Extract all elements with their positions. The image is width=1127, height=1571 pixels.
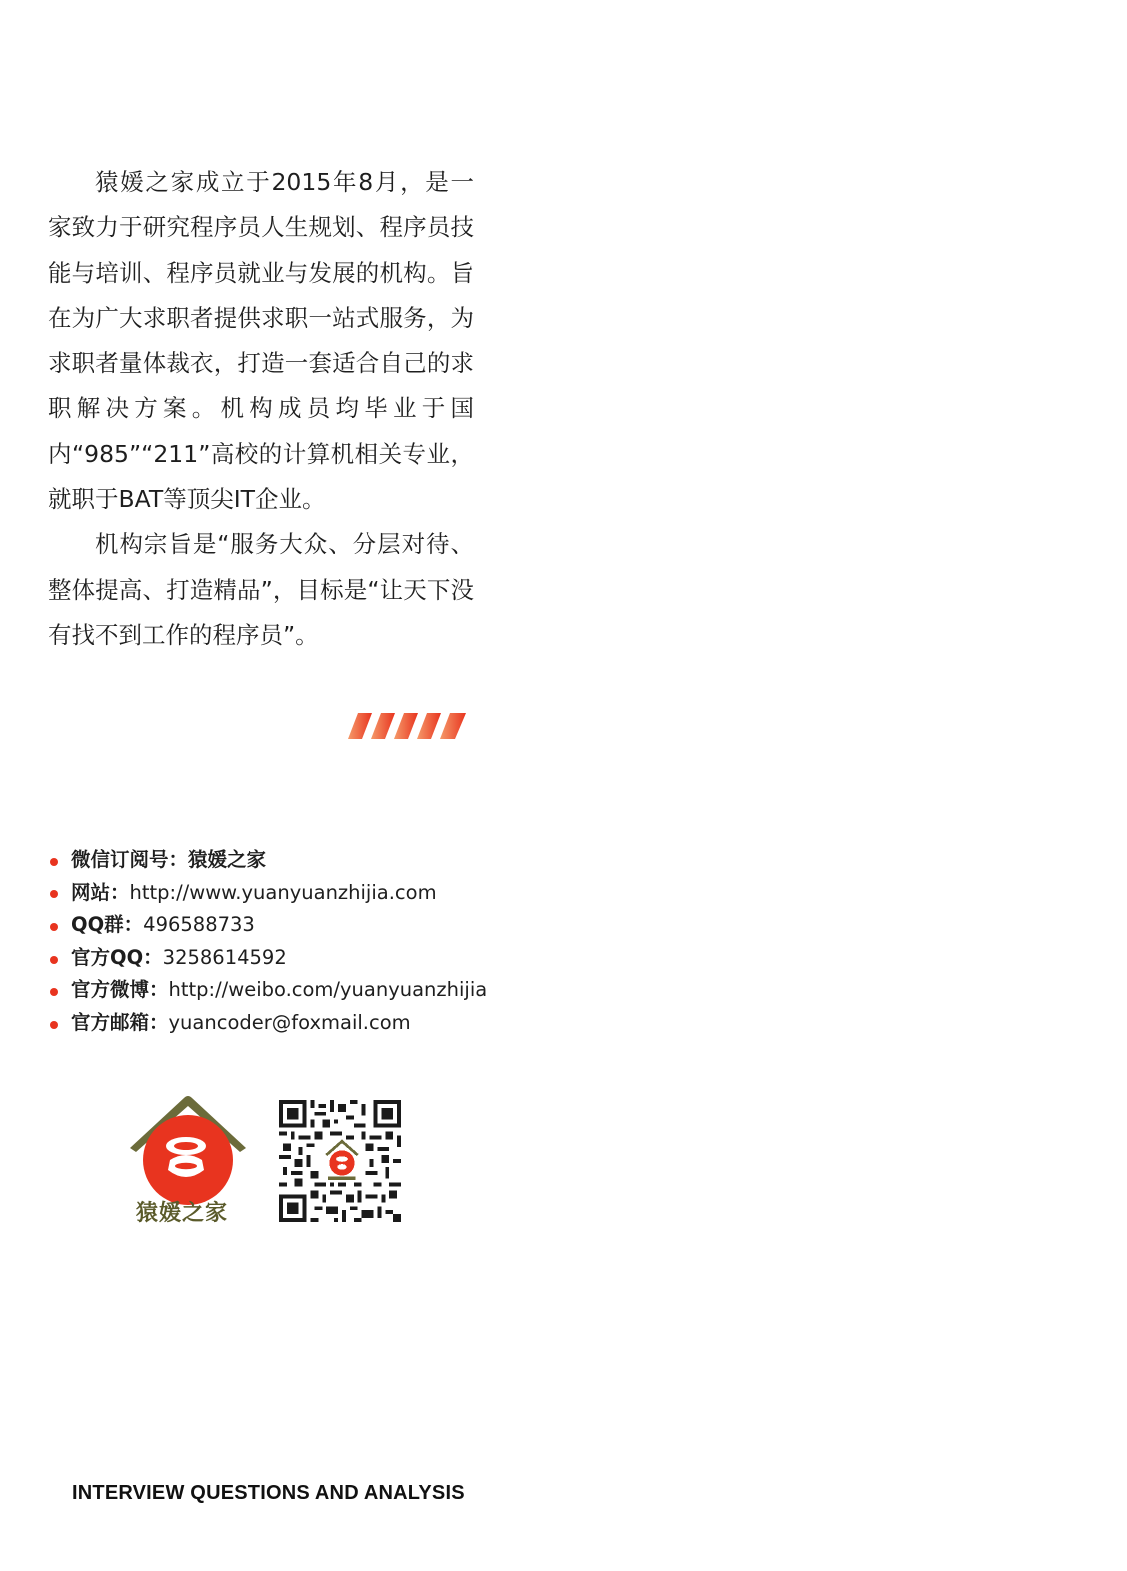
contact-value: 496588733 [143, 913, 255, 937]
bullet-dot [50, 858, 58, 866]
bullet-dot [50, 923, 58, 931]
bullet-dot [50, 988, 58, 996]
intro-text [48, 160, 474, 658]
contact-email [50, 1007, 487, 1040]
contact-official-qq [50, 942, 487, 975]
contact-label: 网站： [71, 880, 130, 904]
contact-label: 官方QQ： [71, 945, 163, 969]
contact-label: 微信订阅号： [71, 848, 189, 871]
intro-paragraph-2: 机构宗旨是“服务大众、分层对待、整体提高、打造精品”，目标是“让天下没有找不到工作的程序员”。 [48, 530, 474, 649]
email-link[interactable]: yuancoder@foxmail.com [168, 1010, 411, 1034]
logo-wordmark: 猿媛之家 [136, 1201, 229, 1226]
bullet-dot [50, 890, 58, 898]
contact-label: QQ群： [71, 913, 144, 937]
weibo-link[interactable]: http://weibo.com/yuanyuanzhijia [168, 978, 488, 1002]
contact-wechat [50, 844, 487, 877]
website-link[interactable]: http://www.yuanyuanzhijia.com [129, 880, 437, 904]
contact-label: 官方邮箱： [71, 1010, 169, 1034]
intro-paragraph-1: 猿媛之家成立于2015年8月，是一家致力于研究程序员人生规划、程序员技能与培训、程序员就业与发展的机构。旨在为广大求职者提供求职一站式服务，为求职者量体裁衣，打造一套适合自己的求职解决方案。机构成员均毕业于国内“985”“211”高校的计算机相关专业，就职于BAT等顶尖IT企业。 [48, 168, 474, 514]
footer-title: INTERVIEW QUESTIONS AND ANALYSIS [72, 1482, 465, 1504]
decorative-stripes [348, 713, 468, 739]
contact-list [50, 844, 487, 1040]
contact-label: 官方微博： [71, 978, 169, 1002]
qr-code-icon [278, 1100, 402, 1222]
contact-weibo [50, 974, 487, 1007]
contact-qq-group [50, 909, 487, 942]
bullet-dot [50, 956, 58, 964]
bullet-dot [50, 1021, 58, 1029]
contact-website [50, 877, 487, 910]
contact-value: 3258614592 [162, 945, 287, 969]
contact-value: 猿媛之家 [188, 848, 267, 871]
